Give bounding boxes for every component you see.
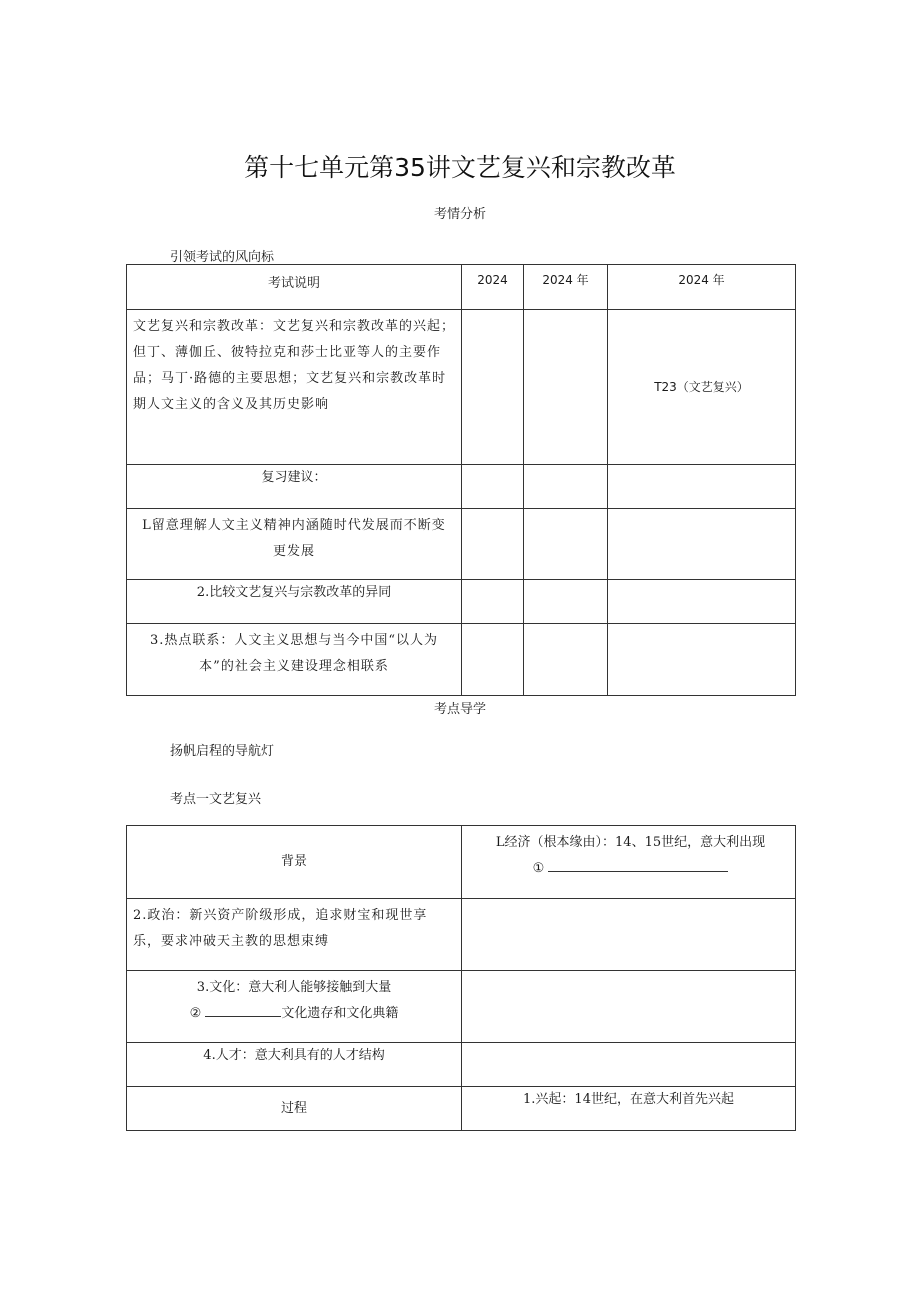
table-cell — [608, 624, 796, 696]
table-header-row — [127, 265, 796, 310]
table-row — [127, 971, 796, 1043]
section-heading-analysis: 考情分析 — [433, 207, 486, 222]
table-cell — [462, 310, 524, 465]
blank-number-2: ② — [189, 1006, 202, 1021]
blank-number-1: ① — [532, 861, 545, 876]
header-year-3: 2024 年 — [608, 265, 796, 310]
table-cell — [608, 509, 796, 580]
table-row — [127, 509, 796, 580]
section-heading-guide: 考点导学 — [433, 702, 486, 717]
blank-2-row — [127, 1001, 461, 1027]
fill-in-blank-1[interactable] — [548, 859, 728, 872]
background-label: 背景 — [127, 826, 462, 899]
table-row — [127, 1087, 796, 1131]
table-row — [127, 899, 796, 971]
table-row — [127, 465, 796, 509]
table-cell — [524, 580, 608, 624]
table-cell — [462, 624, 524, 696]
review-advice-item-1: L留意理解人文主义精神内涵随时代发展而不断变更发展 — [127, 509, 462, 580]
process-label: 过程 — [127, 1087, 462, 1131]
table-cell — [608, 465, 796, 509]
economy-text: L经济（根本缘由）：14、15世纪，意大利出现 — [495, 835, 766, 850]
table-row — [127, 826, 796, 899]
talent-cell: 4.人才：意大利具有的人才结构 — [127, 1043, 462, 1087]
section-subheading-guide: 扬帆启程的导航灯 — [170, 744, 275, 759]
table-cell — [462, 580, 524, 624]
table-cell — [524, 310, 608, 465]
header-year-1: 2024 — [462, 265, 524, 310]
section-subheading-analysis: 引领考试的风向标 — [170, 250, 275, 265]
economy-cell — [462, 826, 796, 899]
header-exam-description: 考试说明 — [127, 265, 462, 310]
table-row — [127, 1043, 796, 1087]
exam-item-cell: T23（文艺复兴） — [608, 310, 796, 465]
exam-analysis-table — [126, 264, 796, 696]
table-cell — [524, 465, 608, 509]
fill-in-blank-2[interactable] — [205, 1004, 281, 1017]
table-cell — [524, 509, 608, 580]
culture-text-continued: 文化遗存和文化典籍 — [281, 1006, 399, 1021]
table-cell — [608, 580, 796, 624]
table-row — [127, 310, 796, 465]
culture-text: 3.文化：意大利人能够接触到大量 — [196, 980, 392, 995]
exam-description-cell: 文艺复兴和宗教改革：文艺复兴和宗教改革的兴起；但丁、薄伽丘、彼特拉克和莎士比亚等人的主要作品；马丁·路德的主要思想；文艺复兴和宗教改革时期人文主义的含义及其历史影响 — [127, 310, 462, 465]
renaissance-table — [126, 825, 796, 1131]
page-title: 第十七单元第35讲文艺复兴和宗教改革 — [244, 153, 676, 182]
table-cell — [462, 899, 796, 971]
review-advice-label: 复习建议： — [127, 465, 462, 509]
topic-heading: 考点一文艺复兴 — [170, 792, 262, 807]
table-cell — [462, 509, 524, 580]
table-cell — [462, 1043, 796, 1087]
review-advice-item-3: 3.热点联系：人文主义思想与当今中国“以人为本”的社会主义建设理念相联系 — [127, 624, 462, 696]
table-cell — [462, 971, 796, 1043]
process-rise-cell: 1.兴起：14世纪，在意大利首先兴起 — [462, 1087, 796, 1131]
review-advice-item-2: 2.比较文艺复兴与宗教改革的异同 — [127, 580, 462, 624]
table-row — [127, 624, 796, 696]
table-cell — [462, 465, 524, 509]
politics-cell: 2.政治：新兴资产阶级形成，追求财宝和现世享乐，要求冲破天主教的思想束缚 — [127, 899, 462, 971]
header-year-2: 2024 年 — [524, 265, 608, 310]
table-row — [127, 580, 796, 624]
table-cell — [524, 624, 608, 696]
blank-1-row — [466, 856, 795, 882]
culture-cell — [127, 971, 462, 1043]
